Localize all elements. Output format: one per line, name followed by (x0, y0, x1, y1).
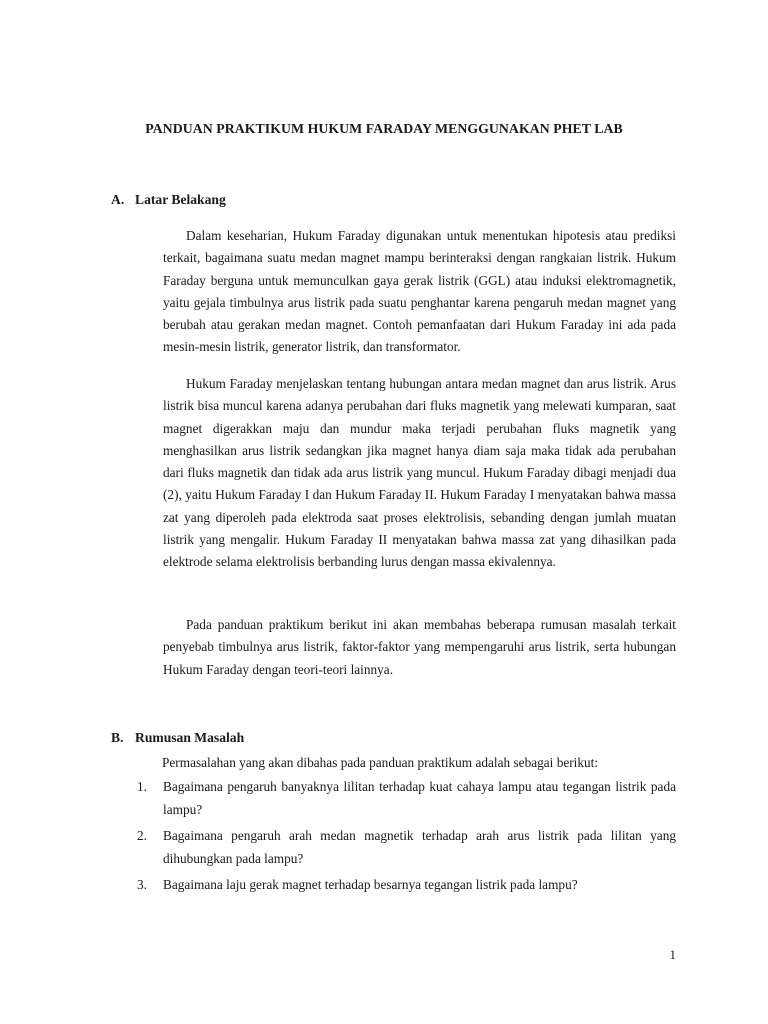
section-a-heading (111, 192, 226, 208)
question-text: Bagaimana laju gerak magnet terhadap besarnya tegangan listrik pada lampu? (163, 877, 578, 892)
list-item (137, 775, 676, 821)
section-a-paragraph-2: Hukum Faraday menjelaskan tentang hubungan antara medan magnet dan arus listrik. Arus listrik bisa muncul karena adanya perubahan dari fluks magnetik yang melewati kumparan, saat magnet digerakkan maju dan mundur maka terjadi perubahan fluks magnetik yang menghasilkan arus listrik sedangkan jika magnet hanya diam saja maka tidak ada perubahan dari fluks magnetik dan tidak ada arus listrik yang muncul. Hukum Faraday dibagi menjadi dua (2), yaitu Hukum Faraday I dan Hukum Faraday II. Hukum Faraday I menyatakan bahwa massa zat yang diperoleh pada elektroda saat proses elektrolisis, sebanding dengan jumlah muatan listrik yang mengalir. Hukum Faraday II menyatakan bahwa massa zat yang dihasilkan pada elektrode selama elektrolisis berbanding lurus dengan massa ekivalennya. (163, 376, 676, 570)
question-list (137, 775, 676, 899)
question-text: Bagaimana pengaruh arah medan magnetik terhadap arah arus listrik pada lilitan yang dihubungkan pada lampu? (163, 828, 676, 866)
question-number: 3. (137, 877, 147, 892)
section-a-paragraph-1: Dalam keseharian, Hukum Faraday digunakan untuk menentukan hipotesis atau prediksi terkait, bagaimana suatu medan magnet mampu berinteraksi dengan rangkaian listrik. Hukum Faraday berguna untuk memunculkan gaya gerak listrik (GGL) atau induksi elektromagnetik, yaitu gejala timbulnya arus listrik pada suatu penghantar karena pengaruh medan magnet yang berubah atau gerakan medan magnet. Contoh pemanfaatan dari Hukum Faraday ini ada pada mesin-mesin listrik, generator listrik, dan transformator. (163, 228, 676, 355)
question-number: 2. (137, 828, 147, 843)
list-item (137, 824, 676, 870)
document-title: PANDUAN PRAKTIKUM HUKUM FARADAY MENGGUNAKAN PHET LAB (145, 121, 623, 136)
section-a-paragraph-3: Pada panduan praktikum berikut ini akan membahas beberapa rumusan masalah terkait penyebab timbulnya arus listrik, faktor-faktor yang mempengaruhi arus listrik, serta hubungan Hukum Faraday dengan teori-teori lainnya. (163, 617, 676, 677)
page-number: 1 (669, 947, 676, 962)
section-b-number: B. (111, 730, 124, 745)
section-b-title: Rumusan Masalah (135, 730, 245, 745)
section-b-heading (111, 730, 244, 746)
section-a-title: Latar Belakang (135, 192, 226, 207)
section-a-number: A. (111, 192, 125, 207)
question-text: Bagaimana pengaruh banyaknya lilitan terhadap kuat cahaya lampu atau tegangan listrik pada lampu? (163, 779, 676, 817)
list-item (137, 873, 676, 896)
question-number: 1. (137, 779, 147, 794)
section-b-intro: Permasalahan yang akan dibahas pada panduan praktikum adalah sebagai berikut: (162, 755, 599, 770)
